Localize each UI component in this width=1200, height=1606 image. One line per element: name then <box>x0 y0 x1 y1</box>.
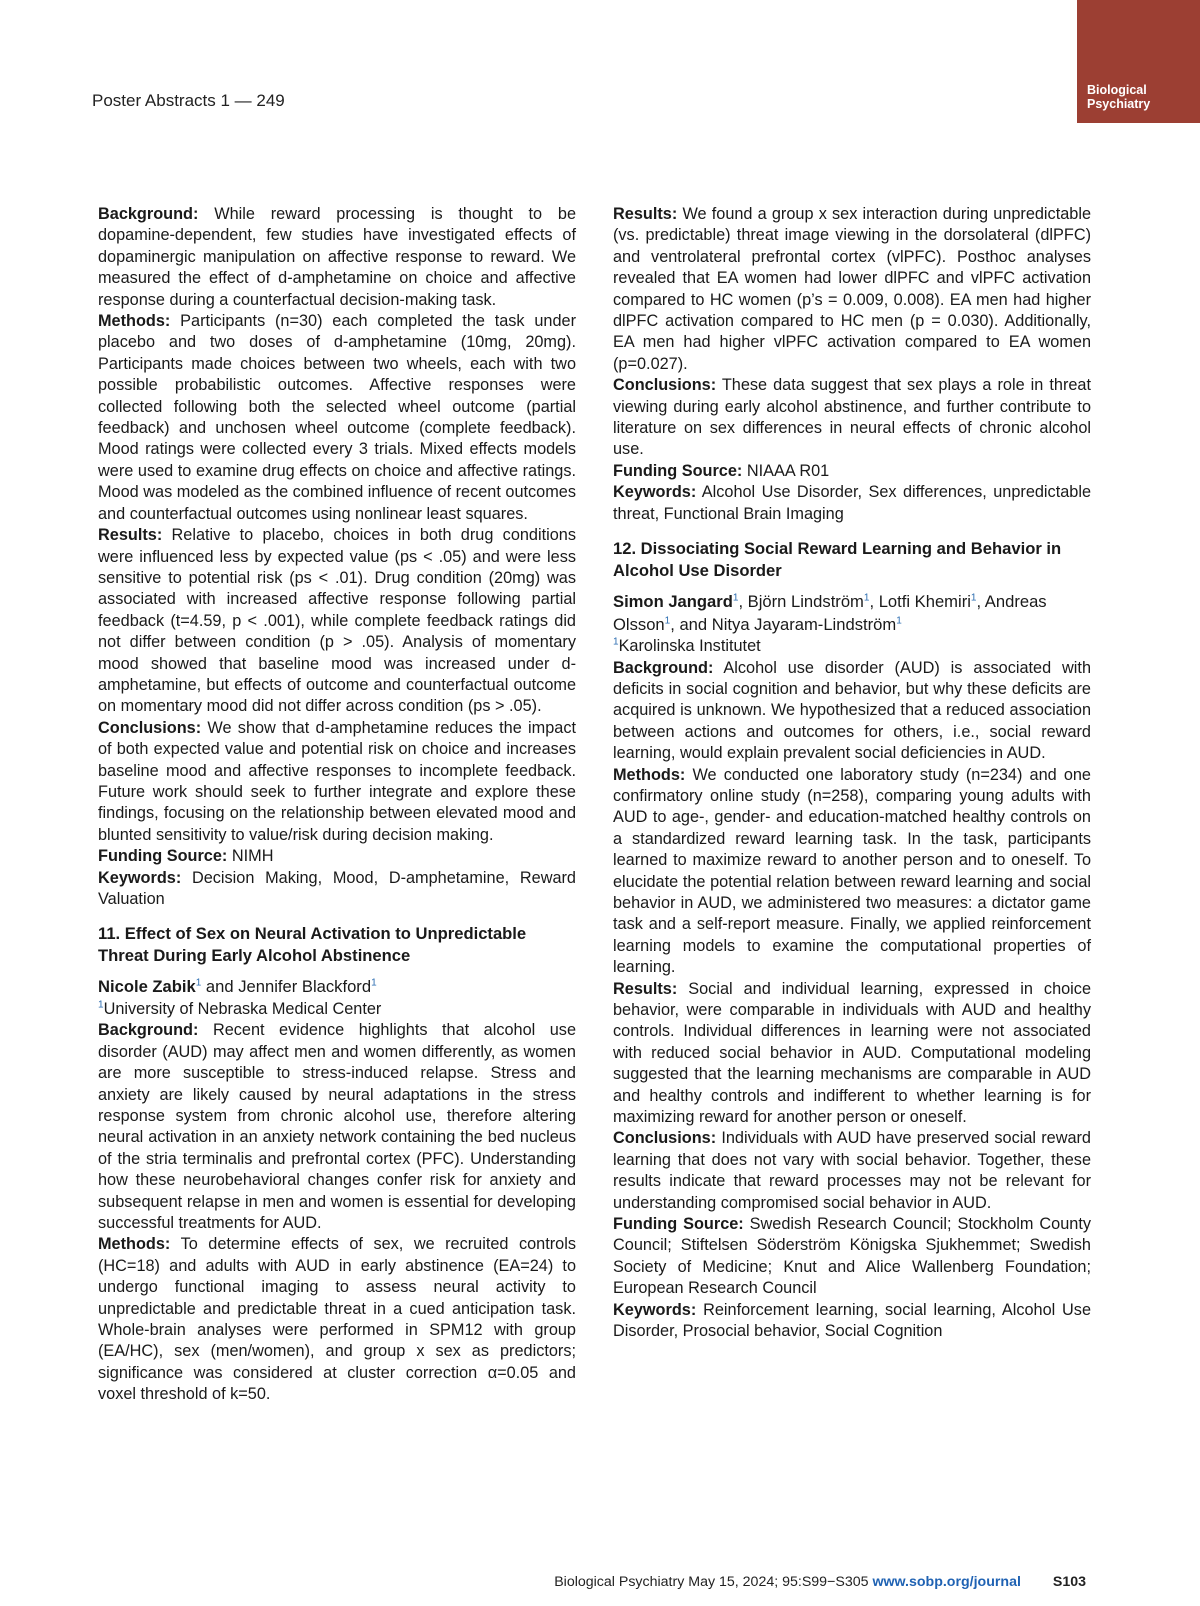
journal-url-link[interactable]: www.sobp.org/journal <box>872 1574 1021 1590</box>
section-label: Keywords: <box>98 868 182 887</box>
section-label: Methods: <box>613 765 686 784</box>
affiliation-marker: 1 <box>732 592 739 604</box>
section-text: Social and individual learning, expressed in choice behavior, were comparable in individuals with AUD and healthy controls. Individual differences in learning were not associated with reduced social behavior in AUD. Computational modeling suggested that the learning mechanisms are comparable in AUD and healthy controls and indifferent to whether learning is for maximizing reward for another person or oneself. <box>613 979 1091 1127</box>
section-label: Methods: <box>98 312 171 331</box>
section-text: We found a group x sex interaction during unpredictable (vs. predictable) threat image viewing in the dorsolateral (dlPFC) and ventrolateral prefrontal cortex (vlPFC). Posthoc analyses revealed that EA women had lower dlPFC and vlPFC activation compared to HC women (p’s = 0.009, 0.008). EA men had higher dlPFC activation compared to HC men (p = 0.030). Additionally, EA men had higher vlPFC activation compared to EA women (p=0.027). <box>613 205 1091 373</box>
section-text: These data suggest that sex plays a role in threat viewing during early alcohol abstinence, and further contribute to literature on sex differences in neural effects of chronic alcohol use. <box>613 376 1092 459</box>
section-label: Results: <box>613 205 678 223</box>
affiliation-marker: 1 <box>896 615 902 627</box>
abstract-12-title: 12. Dissociating Social Reward Learning and Behavior in Alcohol Use Disorder <box>613 539 1062 581</box>
section-text: Decision Making, Mood, D-amphetamine, Reward Valuation <box>98 868 576 908</box>
affiliation-marker: 1 <box>863 592 870 604</box>
abstract-12-funding <box>613 1214 1091 1300</box>
abstract-11-keywords <box>613 482 1091 525</box>
affiliation-marker: 1 <box>613 636 619 648</box>
section-label: Keywords: <box>613 483 697 502</box>
section-label: Background: <box>98 205 199 223</box>
section-text: NIAAA R01 <box>746 461 830 480</box>
abstract-11-affiliation <box>98 999 576 1020</box>
section-text: Relative to placebo, choices in both drug conditions were influenced less by expected value (ps < .05) and were less sensitive to potential risk (ps < .01). Drug condition (20mg) was associated with increased affective response following partial feedback (t=4.59, p < .001), while complete feedback ratings did not differ between condition (p > .05). Analysis of momentary mood showed that baseline mood was increased under d-amphetamine, but effects of outcome and counterfactual outcome on momentary mood did not differ across condition (ps > .05). <box>98 526 576 716</box>
section-text: We conducted one laboratory study (n=234) and one confirmatory online study (n=258), comparing young adults with AUD to age-, gender- and education-matched healthy controls on a standardized reward learning task. In the task, participants learned to maximize reward to another person and to oneself. To elucidate the potential relation between reward learning and social behavior in AUD, we administered two measures: a dictator game task and a self-report measure. Finally, we applied reinforcement learning models to examine the computational properties of learning. <box>613 765 1091 977</box>
section-label: Funding Source: <box>613 1215 744 1234</box>
section-text: Alcohol Use Disorder, Sex differences, unpredictable threat, Functional Brain Imaging <box>613 483 1091 523</box>
section-text: Recent evidence highlights that alcohol use disorder (AUD) may affect men and women differently, as women are more susceptible to stress-induced relapse. Stress and anxiety are likely caused by neural adaptations in the stress response system from chronic alcohol use, therefore altering neural activation in an anxiety network containing the bed nucleus of the stria terminalis and prefrontal cortex (PFC). Understanding how these neurobehavioral changes confer risk for anxiety and subsequent relapse in men and women is essential for developing successful treatments for AUD. <box>98 1021 577 1232</box>
section-label: Background: <box>98 1021 199 1040</box>
author-name: Lotfi Khemiri <box>878 592 971 612</box>
section-text: To determine effects of sex, we recruited controls (HC=18) and adults with AUD in early abstinence (EA=24) to undergo functional imaging to assess neural activity to unpredictable and predictable threat in a cued anticipation task. Whole-brain analyses were performed in SPM12 with group (EA/HC), sex (men/women), and group x sex as predictors; significance was considered at cluster correction α=0.05 and voxel threshold of k=50. <box>98 1235 576 1404</box>
section-text: While reward processing is thought to be dopamine-dependent, few studies have investigated effects of dopaminergic manipulation on affective response to reward. We measured the effect of d-amphetamine on choice and affective response during a counterfactual decision-making task. <box>98 205 577 309</box>
abstract-10-results <box>98 525 576 718</box>
abstract-11-funding <box>613 461 1091 482</box>
section-text: Swedish Research Council; Stockholm County Council; Stiftelsen Söderström Königska Sjukhemmet; Swedish Society of Medicine; Knut and Alice Wallenberg Foundation; European Research Council <box>613 1215 1091 1298</box>
section-label: Methods: <box>98 1235 171 1254</box>
abstract-11-background <box>98 1020 576 1234</box>
section-label: Funding Source: <box>613 461 743 480</box>
section-text: Individuals with AUD have preserved social reward learning that does not vary with social behavior. Together, these results indicate that reward processes may not be relevant for understanding compromised social behavior in AUD. <box>613 1129 1091 1212</box>
author-name: Nicole Zabik <box>98 977 196 997</box>
page-number: S103 <box>1052 1574 1086 1590</box>
affiliation-marker: 1 <box>970 592 977 604</box>
abstract-10-funding <box>98 846 576 867</box>
section-label: Conclusions: <box>98 718 202 737</box>
abstract-12-conclusions <box>613 1128 1091 1214</box>
abstract-12-keywords <box>613 1300 1091 1343</box>
section-text: We show that d-amphetamine reduces the impact of both expected value and potential risk on choice and increases baseline mood and affective responses to incomplete feedback. Future work should seek to further integrate and explore these findings, focusing on the relationship between elevated mood and blunted sensitivity to value/risk during decision making. <box>98 718 576 844</box>
author-name: Andreas Olsson <box>613 592 1047 634</box>
author-separator: , <box>869 592 879 612</box>
affiliation-marker: 1 <box>98 999 104 1011</box>
abstract-12-methods <box>613 765 1091 979</box>
author-separator: , <box>738 592 748 612</box>
author-name: Simon Jangard <box>613 592 733 612</box>
section-label: Results: <box>613 979 678 998</box>
author-name: Björn Lindström <box>747 592 864 612</box>
abstract-10-methods <box>98 311 576 525</box>
journal-badge-line-2: Psychiatry <box>1087 97 1151 111</box>
section-text: NIMH <box>231 847 274 866</box>
running-header: Poster Abstracts 1 — 249 <box>92 91 285 110</box>
affiliation-marker: 1 <box>371 977 377 989</box>
abstract-11-authors <box>98 976 576 999</box>
section-label: Conclusions: <box>613 1129 717 1148</box>
abstract-10-background <box>98 204 576 311</box>
abstract-11-conclusions <box>613 375 1091 461</box>
author-separator: , <box>976 592 985 612</box>
abstract-12-background <box>613 658 1091 765</box>
right-column <box>613 204 1091 1343</box>
abstract-11-title: 11. Effect of Sex on Neural Activation to Unpredictable Threat During Early Alcohol Abstinence <box>98 924 527 966</box>
section-label: Funding Source: <box>98 847 228 866</box>
affiliation-marker: 1 <box>195 977 202 989</box>
left-column <box>98 204 576 1406</box>
abstract-12-authors <box>613 591 1091 636</box>
abstract-12-affiliation <box>613 636 1091 657</box>
section-text: Reinforcement learning, social learning, Alcohol Use Disorder, Prosocial behavior, Social Cognition <box>613 1300 1092 1341</box>
journal-badge-line-1: Biological <box>1087 83 1147 97</box>
author-separator: , and <box>670 614 712 634</box>
journal-badge <box>1077 0 1200 123</box>
author-name: Nitya Jayaram-Lindström <box>711 614 897 634</box>
author-name: Jennifer Blackford <box>238 977 372 997</box>
author-separator: and <box>201 977 239 997</box>
abstract-11-methods <box>98 1234 576 1405</box>
affiliation-marker: 1 <box>664 615 671 627</box>
section-label: Results: <box>98 526 163 545</box>
section-label: Background: <box>613 658 714 677</box>
abstract-10-conclusions <box>98 718 576 846</box>
abstract-12-results <box>613 979 1091 1129</box>
section-text: Alcohol use disorder (AUD) is associated with deficits in social cognition and behavior, but why these deficits are acquired is unknown. We hypothesized that a reduced association between actions and outcomes for others, i.e., social reward learning, would explain prevalent social deficiencies in AUD. <box>613 658 1091 763</box>
section-text: Participants (n=30) each completed the task under placebo and two doses of d-amphetamine (10mg, 20mg). Participants made choices between two wheels, each with two possible probabilistic outcomes. Affective responses were collected following both the selected wheel outcome (partial feedback) and unchosen wheel outcome (complete feedback). Mood ratings were collected every 3 trials. Mixed effects models were used to examine drug effects on choice and affective ratings. Mood was modeled as the combined influence of recent outcomes and counterfactual outcomes using nonlinear least squares. <box>98 312 577 523</box>
affiliation-text: Karolinska Institutet <box>618 637 761 656</box>
abstract-11-results <box>613 204 1091 375</box>
section-label: Keywords: <box>613 1300 697 1319</box>
page-footer <box>554 1574 1086 1590</box>
abstract-10-keywords <box>98 868 576 911</box>
footer-citation: Biological Psychiatry May 15, 2024; 95:S99−S305 <box>554 1574 869 1590</box>
affiliation-text: University of Nebraska Medical Center <box>103 999 382 1018</box>
section-label: Conclusions: <box>613 376 717 395</box>
